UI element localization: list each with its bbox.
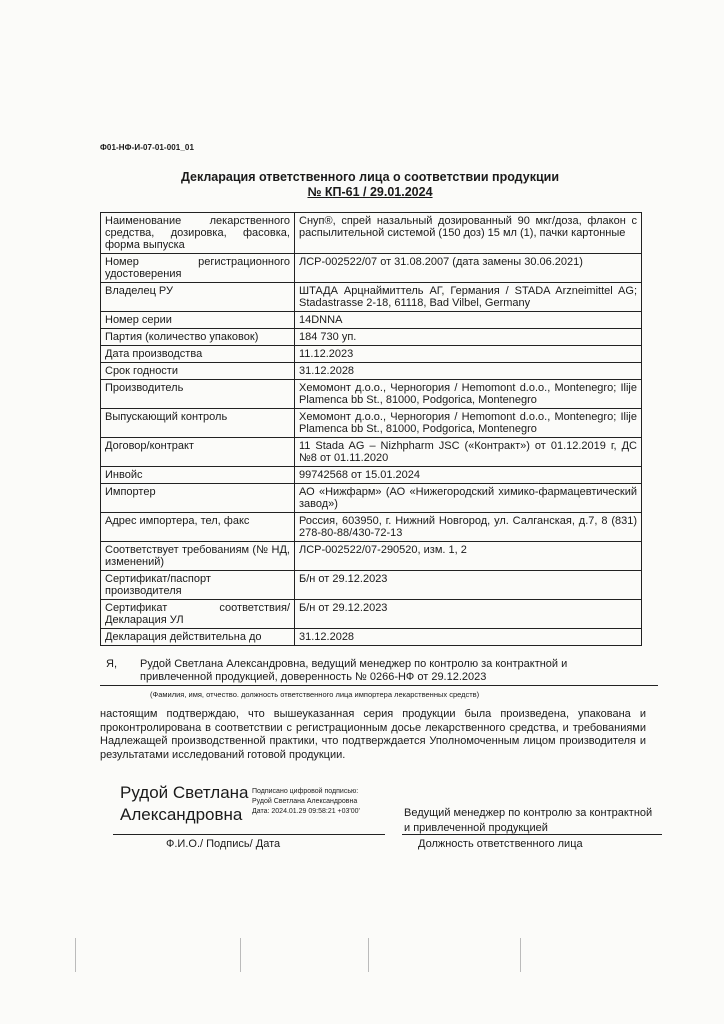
row-label: Наименование лекарственного средства, дозировка, фасовка, форма выпуска xyxy=(101,213,295,254)
title-line-1: Декларация ответственного лица о соответствии продукции xyxy=(180,170,560,184)
row-value: Б/н от 29.12.2023 xyxy=(295,571,642,600)
row-value: Б/н от 29.12.2023 xyxy=(295,600,642,629)
table-row xyxy=(101,513,642,542)
row-value: 31.12.2028 xyxy=(295,629,642,646)
row-label: Договор/контракт xyxy=(101,438,295,467)
row-label: Инвойс xyxy=(101,467,295,484)
row-label: Номер регистрационного удостоверения xyxy=(101,254,295,283)
row-value: АО «Нижфарм» (АО «Нижегородский химико-фармацевтический завод») xyxy=(295,484,642,513)
row-value: 14DNNA xyxy=(295,312,642,329)
stamp-line-2: Рудой Светлана Александровна xyxy=(252,798,358,805)
row-label: Адрес импортера, тел, факс xyxy=(101,513,295,542)
row-label: Номер серии xyxy=(101,312,295,329)
row-value: 184 730 уп. xyxy=(295,329,642,346)
row-label: Сертификат соответствия/Декларация УЛ xyxy=(101,600,295,629)
row-label: Выпускающий контроль xyxy=(101,409,295,438)
signature-name-line-1: Рудой Светлана xyxy=(120,783,249,802)
row-value: 11.12.2023 xyxy=(295,346,642,363)
table-row xyxy=(101,380,642,409)
responsible-position xyxy=(404,806,652,836)
row-value: Хемомонт д.о.о., Черногория / Hemomont d.o.o., Montenegro; Ilije Plamenca bb St., 81000, Podgorica, Montenegro xyxy=(295,409,642,438)
document-code: Ф01-НФ-И-07-01-001_01 xyxy=(100,143,194,152)
confirmation-text: настоящим подтверждаю, что вышеуказанная серия продукции была произведена, упакована и проконтролирована в соответствии с регистрационным досье лекарственного средства, и требованиями Надлежащей производственной практики, что подтверждается Уполномоченным лицом производителя и результатами исследований готовой продукции. xyxy=(100,708,646,761)
row-label: Дата производства xyxy=(101,346,295,363)
table-row xyxy=(101,346,642,363)
statement-text-line-2: привлеченной продукцией, доверенность № 0266-НФ от 29.12.2023 xyxy=(140,671,487,683)
table-row xyxy=(101,467,642,484)
row-label: Владелец РУ xyxy=(101,283,295,312)
row-label: Декларация действительна до xyxy=(101,629,295,646)
row-value: Россия, 603950, г. Нижний Новгород, ул. Салганская, д.7, 8 (831) 278-80-88/430-72-13 xyxy=(295,513,642,542)
statement-text-line-1: Рудой Светлана Александровна, ведущий менеджер по контролю за контрактной и xyxy=(140,658,568,670)
statement-underline xyxy=(100,685,658,686)
bleed-through-mark xyxy=(240,938,241,972)
row-label: Импортер xyxy=(101,484,295,513)
row-value: Снуп®, спрей назальный дозированный 90 мкг/доза, флакон с распылительной системой (150 доз) 15 мл (1), пачки картонные xyxy=(295,213,642,254)
table-row xyxy=(101,438,642,467)
table-row xyxy=(101,329,642,346)
declaration-table xyxy=(100,212,642,646)
row-label: Соответствует требованиям (№ НД, изменений) xyxy=(101,542,295,571)
position-line-2: и привлеченной продукцией xyxy=(404,822,548,834)
table-row xyxy=(101,254,642,283)
stamp-line-3: Дата: 2024.01.29 09:58:21 +03'00' xyxy=(252,808,360,815)
row-value: 99742568 от 15.01.2024 xyxy=(295,467,642,484)
digital-signature-stamp xyxy=(252,787,360,817)
row-value: Хемомонт д.о.о., Черногория / Hemomont d.o.o., Montenegro; Ilije Plamenca bb St., 81000, Podgorica, Montenegro xyxy=(295,380,642,409)
row-label: Сертификат/паспорт производителя xyxy=(101,571,295,600)
position-caption: Должность ответственного лица xyxy=(418,838,583,850)
table-row xyxy=(101,571,642,600)
row-label: Производитель xyxy=(101,380,295,409)
row-value: 31.12.2028 xyxy=(295,363,642,380)
bleed-through-mark xyxy=(520,938,521,972)
table-row xyxy=(101,600,642,629)
statement-hint: (Фамилия, имя, отчество. должность ответственного лица импортера лекарственных средств) xyxy=(150,690,480,699)
page-title xyxy=(100,170,640,200)
bleed-through-mark xyxy=(368,938,369,972)
row-value: 11 Stada AG – Nizhpharm JSC («Контракт») от 01.12.2019 г, ДС №8 от 01.11.2020 xyxy=(295,438,642,467)
table-row xyxy=(101,213,642,254)
row-label: Партия (количество упаковок) xyxy=(101,329,295,346)
table-row xyxy=(101,312,642,329)
table-row xyxy=(101,629,642,646)
declaration-number: № КП-61 / 29.01.2024 xyxy=(307,185,433,199)
stamp-line-1: Подписано цифровой подписью: xyxy=(252,788,359,795)
table-row xyxy=(101,283,642,312)
table-row xyxy=(101,484,642,513)
table-row xyxy=(101,409,642,438)
row-value: ШТАДА Арцнаймиттель АГ, Германия / STADA Arzneimittel AG; Stadastrasse 2-18, 61118, Bad Vilbel, Germany xyxy=(295,283,642,312)
statement-pronoun: Я, xyxy=(106,658,117,670)
position-line xyxy=(402,834,662,835)
statement-text xyxy=(100,658,652,684)
row-label: Срок годности xyxy=(101,363,295,380)
signature-caption: Ф.И.О./ Подпись/ Дата xyxy=(166,838,281,850)
signature-name-line-2: Александровна xyxy=(120,805,243,824)
bleed-through-mark xyxy=(75,938,76,972)
row-value: ЛСР-002522/07 от 31.08.2007 (дата замены 30.06.2021) xyxy=(295,254,642,283)
table-row xyxy=(101,542,642,571)
signature-line xyxy=(113,834,385,835)
table-row xyxy=(101,363,642,380)
position-line-1: Ведущий менеджер по контролю за контрактной xyxy=(404,807,653,819)
signature-name xyxy=(120,782,249,826)
statement-block xyxy=(100,658,652,684)
row-value: ЛСР-002522/07-290520, изм. 1, 2 xyxy=(295,542,642,571)
